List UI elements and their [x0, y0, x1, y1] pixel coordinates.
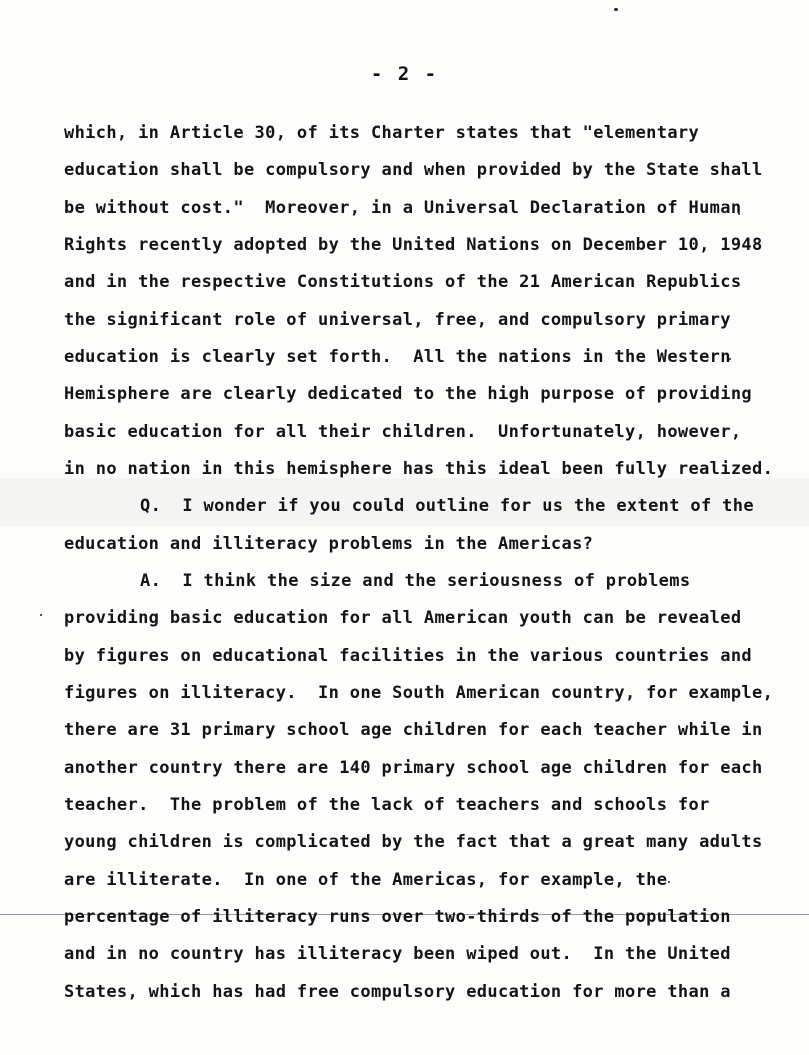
text-line: figures on illiteracy. In one South American country, for example, — [64, 683, 774, 703]
text-line: education and illiteracy problems in the Americas? — [64, 534, 594, 554]
text-line: there are 31 primary school age children for each teacher while in — [64, 720, 763, 740]
text-line: another country there are 140 primary school age children for each — [64, 758, 763, 778]
scan-speck — [614, 8, 618, 11]
text-line: A. I think the size and the seriousness of problems — [140, 571, 691, 591]
scan-speck — [668, 881, 670, 883]
text-line: teacher. The problem of the lack of teachers and schools for — [64, 795, 710, 815]
text-line: percentage of illiteracy runs over two-thirds of the population — [64, 907, 731, 927]
text-line: the significant role of universal, free, and compulsory primary — [64, 310, 731, 330]
text-line: basic education for all their children. Unfortunately, however, — [64, 422, 742, 442]
text-line: and in the respective Constitutions of the 21 American Republics — [64, 272, 742, 292]
text-line: States, which has had free compulsory education for more than a — [64, 982, 731, 1002]
text-line: which, in Article 30, of its Charter states that "elementary — [64, 123, 700, 143]
scan-speck — [40, 614, 42, 616]
text-line: providing basic education for all American youth can be revealed — [64, 608, 742, 628]
text-line: by figures on educational facilities in the various countries and — [64, 646, 753, 666]
text-line: young children is complicated by the fact that a great many adults — [64, 832, 763, 852]
text-line: in no nation in this hemisphere has this ideal been fully realized. — [64, 459, 774, 479]
text-line: and in no country has illiteracy been wiped out. In the United — [64, 944, 731, 964]
text-line: Q. I wonder if you could outline for us the extent of the — [140, 496, 754, 516]
text-line: education shall be compulsory and when provided by the State shall — [64, 160, 763, 180]
text-line: Hemisphere are clearly dedicated to the high purpose of providing — [64, 384, 753, 404]
text-line: education is clearly set forth. All the nations in the Western — [64, 347, 731, 367]
text-line: be without cost." Moreover, in a Universal Declaration of Human — [64, 198, 742, 218]
text-line: Rights recently adopted by the United Nations on December 10, 1948 — [64, 235, 763, 255]
text-line: are illiterate. In one of the Americas, for example, the — [64, 870, 668, 890]
page-number: - 2 - — [370, 63, 439, 85]
